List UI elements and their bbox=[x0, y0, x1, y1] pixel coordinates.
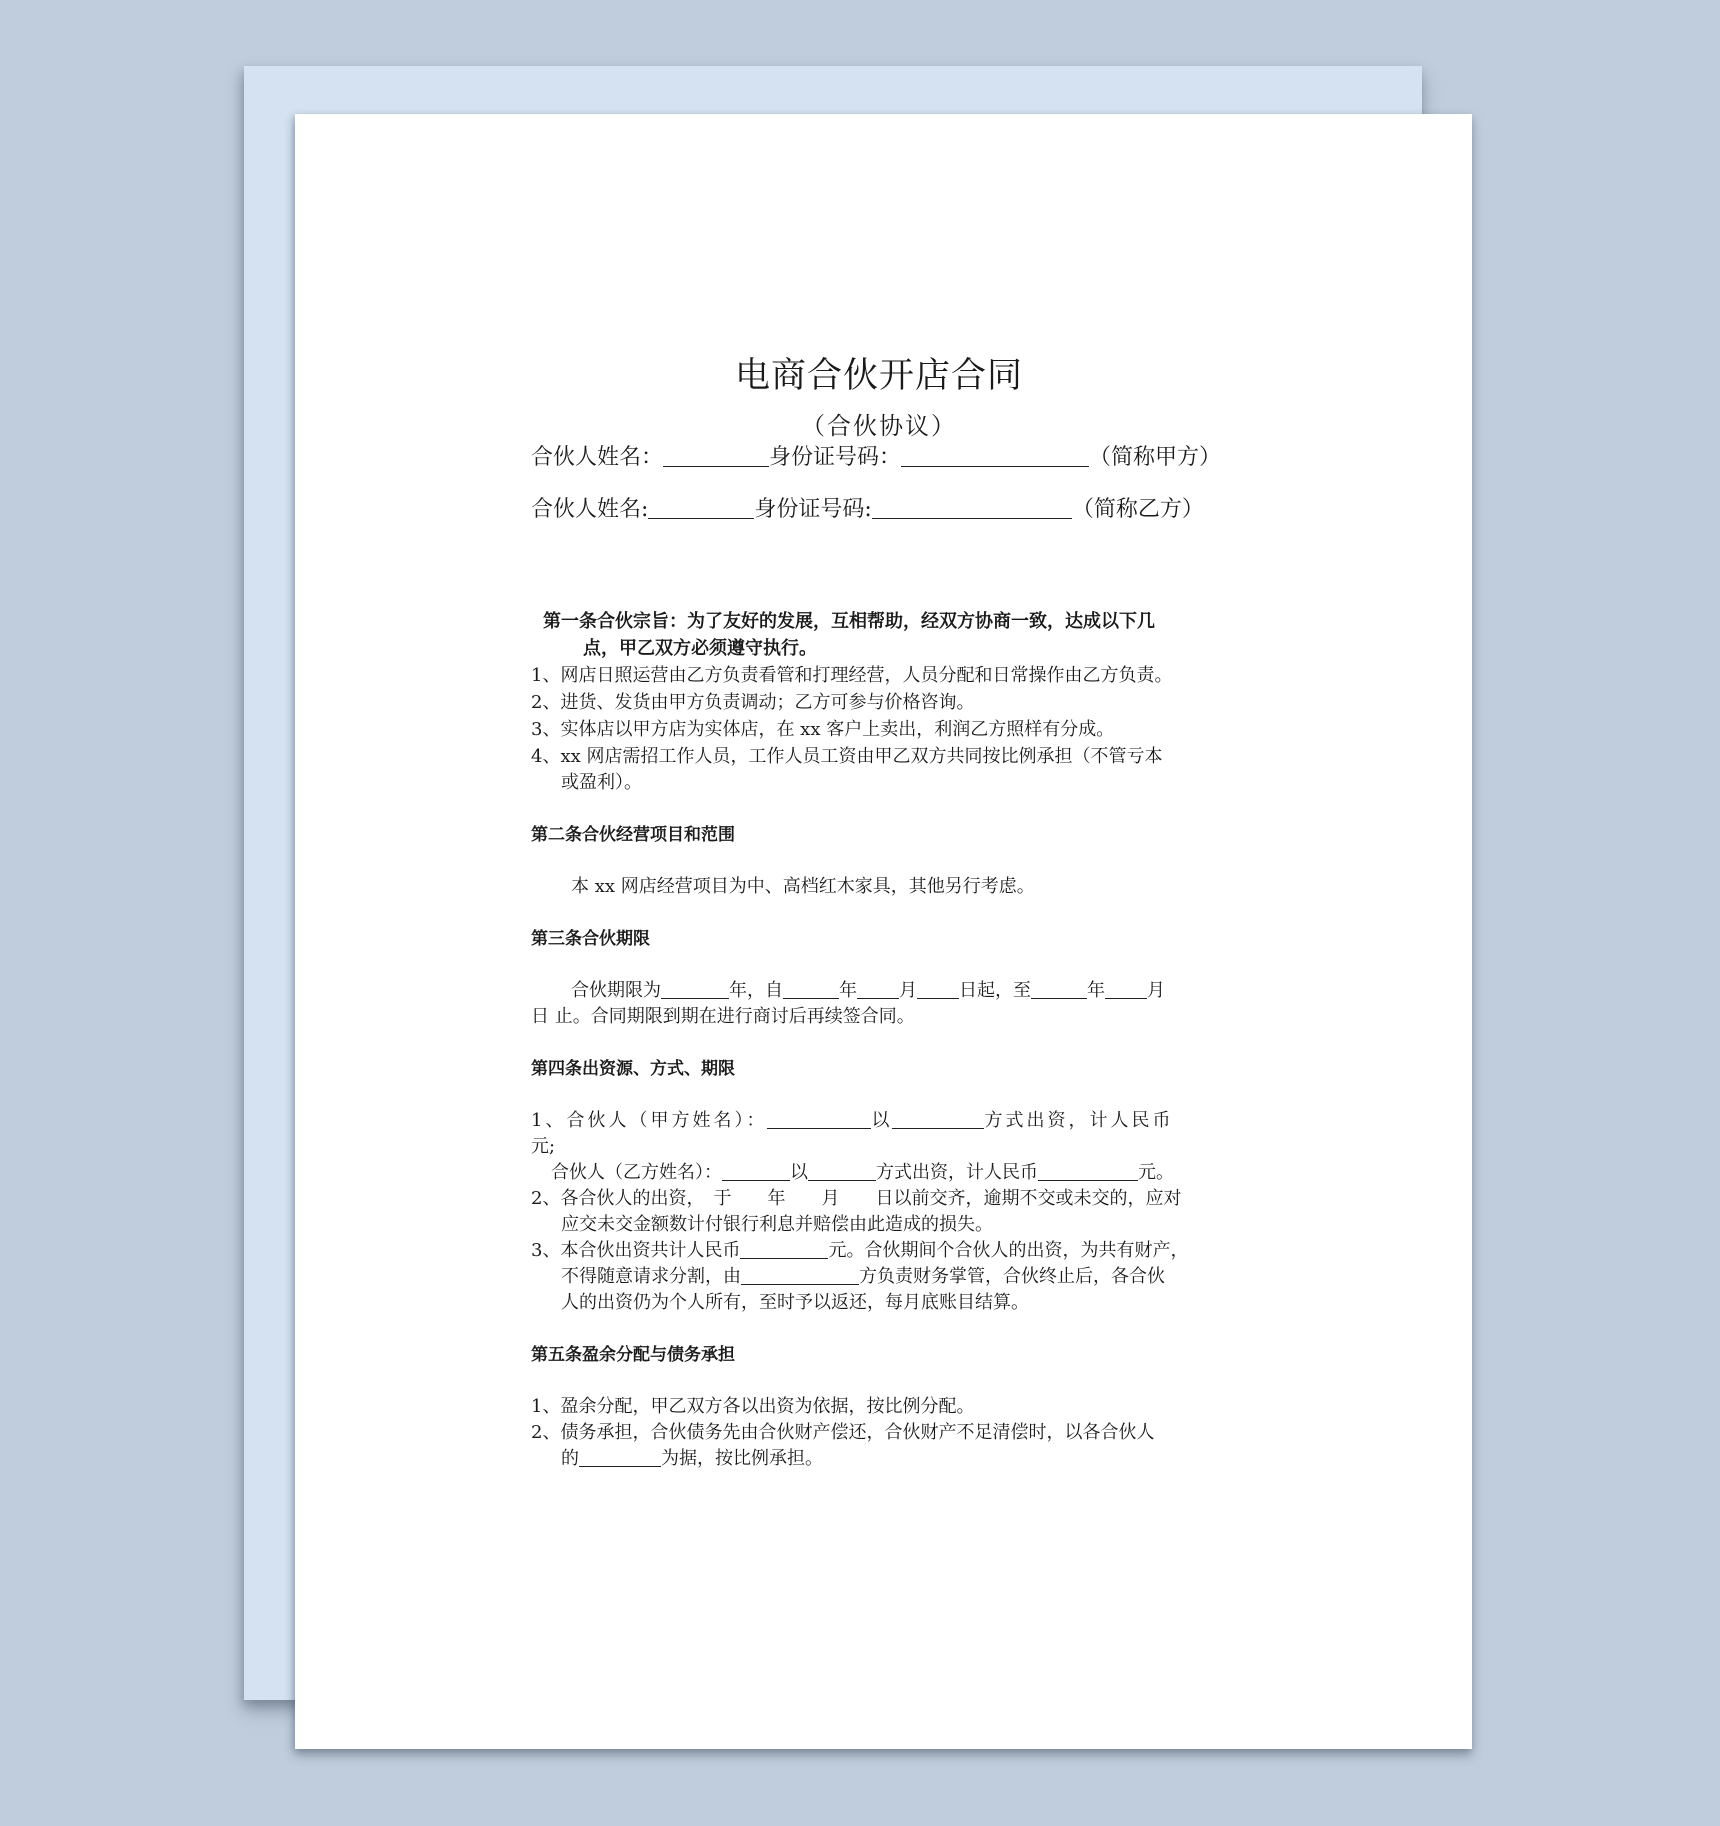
contribution-text: 方负责财务掌管，合伙终止后，各合伙 bbox=[859, 1266, 1165, 1287]
party-b-id-blank[interactable] bbox=[872, 496, 1072, 519]
debt-text: 为据，按比例承担。 bbox=[661, 1448, 823, 1469]
article1-heading: 第一条合伙宗旨：为了友好的发展，互相帮助，经双方协商一致，达成以下几 bbox=[543, 611, 1155, 632]
article4-item-3-cont bbox=[561, 1262, 1257, 1288]
term-text: 合伙期限为 bbox=[571, 980, 661, 1001]
article4-item-2: 2、各合伙人的出资， 于 年 月 日以前交齐，逾期不交或未交的，应对 bbox=[531, 1188, 1182, 1209]
start-month-blank[interactable] bbox=[857, 980, 899, 999]
article1-item-2: 2、进货、发货由甲方负责调动；乙方可参与价格咨询。 bbox=[531, 692, 975, 713]
contribution-text: 合伙人（乙方姓名）： bbox=[551, 1162, 722, 1183]
party-b-contributor-blank[interactable] bbox=[722, 1162, 790, 1181]
start-year-blank[interactable] bbox=[783, 980, 839, 999]
party-b-amount-blank[interactable] bbox=[1038, 1162, 1138, 1181]
debt-text: 的 bbox=[561, 1448, 579, 1469]
article4-item-1-end: 元; bbox=[531, 1136, 556, 1157]
article1-item-3: 3、实体店以甲方店为实体店，在 xx 客户上卖出，利润乙方照样有分成。 bbox=[531, 719, 1115, 740]
contribution-text: 3、本合伙出资共计人民币 bbox=[531, 1240, 741, 1261]
contribution-text: 方式出资，计人民币 bbox=[876, 1162, 1038, 1183]
party-b-name-blank[interactable] bbox=[648, 496, 754, 519]
article4-heading: 第四条出资源、方式、期限 bbox=[531, 1059, 735, 1079]
party-b-name-label: 合伙人姓名: bbox=[531, 497, 649, 522]
contribution-text: 方式出资，计人民币 bbox=[984, 1110, 1174, 1131]
article2-body: 本 xx 网店经营项目为中、高档红木家具，其他另行考虑。 bbox=[571, 876, 1035, 897]
article1-item-4: 4、xx 网店需招工作人员，工作人员工资由甲乙双方共同按比例承担（不管亏本 bbox=[531, 746, 1163, 767]
party-a-method-blank[interactable] bbox=[892, 1110, 984, 1129]
term-text: 年 bbox=[839, 980, 857, 1001]
article1-heading-cont: 点，甲乙双方必须遵守执行。 bbox=[583, 638, 817, 659]
article1-item-1: 1、网店日照运营由乙方负责看管和打理经营，人员分配和日常操作由乙方负责。 bbox=[531, 665, 1173, 686]
contribution-text: 以 bbox=[871, 1110, 893, 1131]
end-month-blank[interactable] bbox=[1105, 980, 1147, 999]
article4-item-1b bbox=[551, 1158, 1247, 1184]
contribution-text: 元。 bbox=[1138, 1162, 1174, 1183]
party-a-name-blank[interactable] bbox=[663, 444, 769, 467]
article1-item-4-cont: 或盈利）。 bbox=[561, 772, 642, 793]
article3-line-2: 日 止。合同期限到期在进行商讨后再续签合同。 bbox=[531, 1006, 915, 1027]
party-a-line bbox=[531, 440, 1227, 471]
term-text: 月 bbox=[899, 980, 917, 1001]
contribution-text: 元。合伙期间个合伙人的出资，为共有财产， bbox=[828, 1240, 1189, 1261]
party-a-contributor-blank[interactable] bbox=[767, 1110, 871, 1129]
article3-line-1 bbox=[571, 976, 1267, 1002]
contribution-text: 以 bbox=[790, 1162, 808, 1183]
term-text: 年 bbox=[1087, 980, 1105, 1001]
article5-item-1: 1、盈余分配，甲乙双方各以出资为依据，按比例分配。 bbox=[531, 1396, 975, 1417]
party-b-alias: （简称乙方） bbox=[1071, 497, 1204, 522]
party-a-id-blank[interactable] bbox=[901, 444, 1089, 467]
start-day-blank[interactable] bbox=[917, 980, 959, 999]
total-amount-blank[interactable] bbox=[740, 1240, 828, 1259]
document-subtitle: （合伙协议） bbox=[801, 412, 957, 440]
finance-party-blank[interactable] bbox=[741, 1266, 859, 1285]
term-text: 月 bbox=[1147, 980, 1165, 1001]
party-b-line bbox=[531, 492, 1227, 523]
article4-item-3-cont2: 人的出资仍为个人所有，至时予以返还，每月底账目结算。 bbox=[561, 1292, 1029, 1313]
party-a-alias: （简称甲方） bbox=[1089, 445, 1222, 470]
article3-heading: 第三条合伙期限 bbox=[531, 929, 650, 949]
debt-basis-blank[interactable] bbox=[579, 1448, 661, 1467]
term-text: 日起，至 bbox=[959, 980, 1031, 1001]
end-year-blank[interactable] bbox=[1031, 980, 1087, 999]
article5-heading: 第五条盈余分配与债务承担 bbox=[531, 1345, 735, 1365]
article2-heading: 第二条合伙经营项目和范围 bbox=[531, 825, 735, 845]
document-page bbox=[295, 114, 1472, 1749]
term-text: 年，自 bbox=[729, 980, 783, 1001]
party-b-method-blank[interactable] bbox=[808, 1162, 876, 1181]
document-title: 电商合伙开店合同 bbox=[734, 356, 1023, 396]
article4-item-1 bbox=[531, 1106, 1227, 1132]
party-a-id-label: 身份证号码： bbox=[769, 445, 902, 470]
article4-item-3 bbox=[531, 1236, 1227, 1262]
party-a-name-label: 合伙人姓名： bbox=[531, 445, 664, 470]
article4-item-2-cont: 应交未交金额数计付银行利息并赔偿由此造成的损失。 bbox=[561, 1214, 993, 1235]
article5-item-2-cont bbox=[561, 1444, 1257, 1470]
article5-item-2: 2、债务承担，合伙债务先由合伙财产偿还，合伙财产不足清偿时，以各合伙人 bbox=[531, 1422, 1155, 1443]
party-b-id-label: 身份证号码: bbox=[754, 497, 872, 522]
contribution-text: 不得随意请求分割，由 bbox=[561, 1266, 741, 1287]
contribution-text: 1、合伙人（甲方姓名）： bbox=[531, 1110, 768, 1131]
term-years-blank[interactable] bbox=[661, 980, 729, 999]
